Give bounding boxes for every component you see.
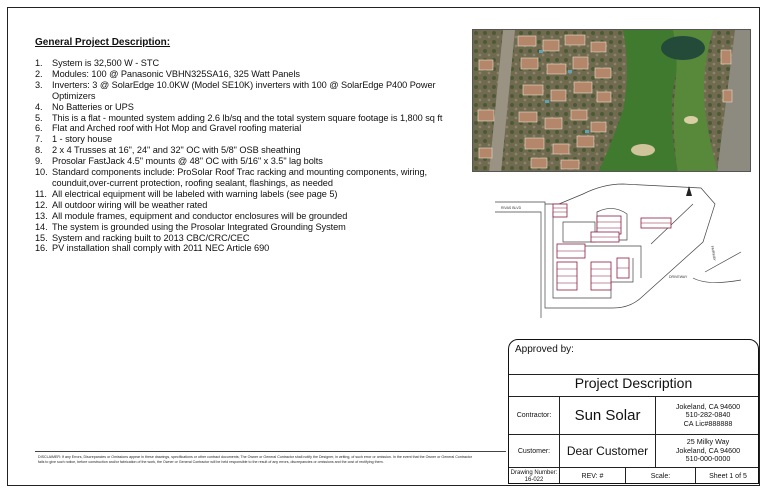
description-item-text: System is 32,500 W - STC [52,58,160,68]
description-item [35,58,465,69]
sheet-number: Sheet 1 of 5 [695,468,759,484]
description-item-number: 12. [35,199,48,210]
description-item-number: 14. [35,221,48,232]
description-item-number: 4. [35,101,43,112]
description-item-number: 1. [35,58,43,68]
description-item [35,113,465,124]
contractor-row [509,396,758,434]
contractor-address-line: Jokeland, CA 94600 [675,401,741,411]
description-item [35,134,465,145]
drawing-number-label: Drawing Number: [510,470,558,476]
description-item-number: 6. [35,123,43,134]
description-item-text: 2 x 4 Trusses at 16", 24" and 32" OC with 5/8" OSB sheathing [52,145,301,156]
description-item-number: 13. [35,210,48,221]
description-item-text: No Batteries or UPS [52,101,134,112]
description-item-number: 3. [35,79,43,90]
description-list [35,58,465,254]
scale: Scale: [625,468,695,484]
disclaimer-text: DISCLAIMER: If any Errors, Discrepancies or Omissions appear in these drawings, specifications or other contract documents; The Owner or General Contractor shall notify the Designer, in writing, of such error or omission. In the event that the Owner or General Contractor fails to give such notice, before construction and/or fabrication of the work, the Owner or General Contractor will be held responsible to the result of any errors, discrepancies or omissions and the cost of rectifying them. [38,455,472,464]
disclaimer-divider [35,451,506,452]
description-item-text: Standard components include: ProSolar Roof Trac racking and mounting components, wiring, counduit,over-current protection, roofing sealant, flashings, as needed [52,167,428,188]
site-plan-graphic [493,182,743,320]
sheet-title: Project Description [574,375,693,391]
description-item-text: System and racking built to 2013 CBC/CRC/CEC [52,232,250,243]
description-item-text: Modules: 100 @ Panasonic VBHN325SA16, 325 Watt Panels [52,68,300,79]
description-item [35,189,465,200]
title-block [508,339,759,484]
aerial-photo-graphic [473,30,751,172]
description-item-text: All outdoor wiring will be weather rated [52,199,208,210]
description-item [35,80,465,102]
description-item-number: 5. [35,112,43,123]
customer-address-line: Jokeland, CA 94600 [675,445,741,455]
description-item [35,233,465,244]
contractor-label: Contractor: [516,412,552,419]
drawing-number-value: 16-022 [524,476,544,483]
customer-label: Customer: [517,447,551,455]
description-item-text: All module frames, equipment and conductor enclosures will be grounded [52,210,348,221]
driveway-label: DRIVEWAY [669,275,688,279]
description-item [35,145,465,156]
customer-row [509,434,758,467]
description-item-number: 15. [35,232,48,243]
contractor-address-line: 510-282-0840 [685,410,731,420]
description-item [35,200,465,211]
site-plan [493,182,743,320]
customer-address-line: 25 Milky Way [686,437,730,447]
aerial-photo [472,29,751,172]
description-item-text: The system is grounded using the Prosolar Integrated Grounding System [52,221,346,232]
description-item-number: 16. [35,243,48,254]
revision: REV: # [559,468,625,484]
description-item-number: 2. [35,68,43,79]
street-label-left: RIVAS BLVD [501,206,522,210]
description-item-text: Inverters: 3 @ SolarEdge 10.0KW (Model SE10K) inverters with 100 @ SolarEdge P400 Power Optimizers [52,79,436,101]
contractor-address-line: CA Lic#888888 [683,418,733,428]
description-item-text: 1 - story house [52,134,113,145]
description-item [35,156,465,167]
description-item-text: Prosolar FastJack 4.5" mounts @ 48" OC with 5/16" x 3.5" lag bolts [52,156,323,167]
description-item-number: 7. [35,134,43,145]
description-item [35,123,465,134]
description-title: General Project Description: [35,37,171,48]
description-item-text: PV installation shall comply with 2011 NEC Article 690 [52,243,270,254]
customer-name: Dear Customer [559,435,655,467]
description-item-number: 9. [35,156,43,167]
description-item-text: Flat and Arched roof with Hot Mop and Gravel roofing material [52,123,302,134]
street-label-right: FAIRWAY [710,245,717,262]
description-item [35,167,465,189]
drawing-info-row [509,467,758,484]
customer-address [655,435,759,467]
description-item [35,243,465,254]
description-item [35,102,465,113]
customer-address-line: 510-000-0000 [685,454,731,464]
contractor-name: Sun Solar [559,397,655,434]
contractor-address [655,397,759,434]
description-item [35,222,465,233]
drawing-number [509,468,559,484]
description-item [35,211,465,222]
description-item [35,69,465,80]
description-item-number: 8. [35,145,43,156]
description-item-text: This is a flat - mounted system adding 2.6 lb/sq and the total system square footage is 1,800 sq ft [52,112,443,123]
description-item-number: 10. [35,167,48,178]
description-item-text: All electrical equipment will be labeled with warning labels (see page 5) [52,188,338,199]
approved-by-label: Approved by: [515,344,574,355]
description-item-number: 11. [35,188,47,199]
